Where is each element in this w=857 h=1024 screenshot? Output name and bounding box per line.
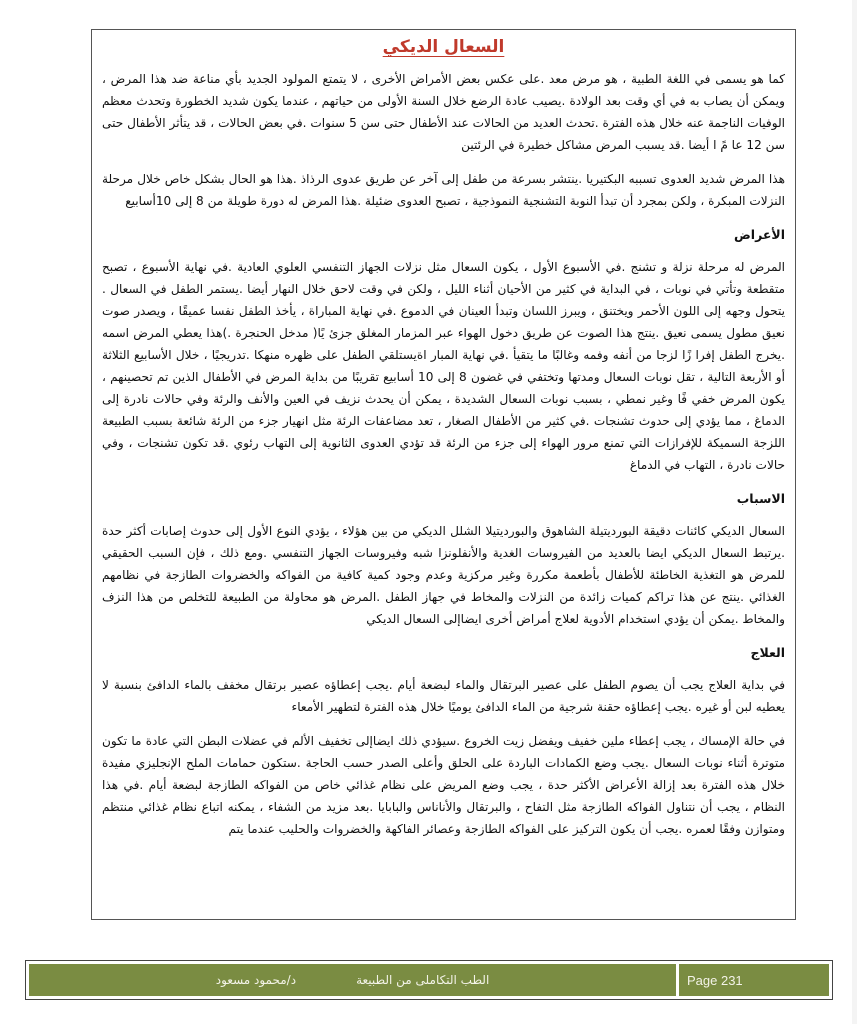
footer-author: د/محمود مسعود	[215, 973, 297, 987]
symptoms-paragraph: المرض له مرحلة نزلة و تشنج .في الأسبوع الأول ، يكون السعال مثل نزلات الجهاز التنفسي العلوي العادية .في نهاية الأسبوع ، تصبح متقطعة وتأتي في نوبات ، في البداية في كثير من الأحيان أثناء الليل ، ولكن في وقت لاحق خلال النهار أيضا .يستمر الطفل في السعال . يتحول وجهه إلى اللون الأحمر ويختنق ، ويبرز اللسان وتبدأ العينان في الدموع .في نهاية المباراة ، يأخذ الطفل نفسا عميقًا ، ويصدر صوت نعيق مطول يسمى نعيق .ينتج هذا الصوت عن طريق دخول الهواء عبر المزمار المغلق جزئ يًا( مدخل الحنجرة .)هذا يعطي المرض اسمه .يخرج الطفل إفرا زًا لزجا من أنفه وفمه وغالبًا ما يتقيأ .في نهاية المبار اةيستلقي الطفل على ظهره منهكا .تدريجيًا ، خلال الأسابيع الثلاثة أو الأربعة التالية ، تقل نوبات السعال ومدتها وتختفي في غضون 8 إلى 10 أسابيع تقريبًا من بداية المرض في الأطفال الذين تم تحصينهم ، يكون المرض خفي فًا وغير نمطي ، بسبب نوبات السعال الشديدة ، يمكن أن يحدث نزيف في العين والأنف والرئة وفي حالات نادرة إلى الدماغ ، مما يؤدي إلى حدوث تشنجات .في كثير من الأطفال الصغار ، تعد مضاعفات الرئة مثل انهيار جزء من الرئة شائعة بسبب الطبيعة اللزجة السميكة للإفرازات التي تمنع مرور الهواء إلى جزء من الرئة قد تؤدي العدوى الثانوية إلى التهاب رئوي .قد تكون تشنجات ، وفي حالات نادرة ، التهاب في الدماغ	[102, 260, 785, 472]
causes-paragraph: السعال الديكي كائنات دقيقة البورديتيلة الشاهوق والبورديتيلا الشلل الديكي من بين هؤلاء ، يؤدي النوع الأول إلى حدوث إصابات أكثر حدة .يرتبط السعال الديكي ايضا بالعديد من الفيروسات الغدية والأنفلونزا شبه وفيروسات الجهاز التنفسي .ومع ذلك ، فإن السبب الحقيقي للمرض هو التغذية الخاطئة للأطفال بأطعمة مكررة وغير مركزية وعدم وجود كمية كافية من الفواكه والخضروات الطازجة في نظامهم الغذائي .ينتج عن هذا تراكم كميات زائدة من النزلات والمخاط في جهاز الطفل .المرض هو محاولة من الطبيعة للتخلص من هذا النزف والمخاط .يمكن أن يؤدي استخدام الأدوية لعلاج أمراض أخرى ايضاإلى السعال الديكي	[102, 524, 785, 626]
page-footer	[25, 960, 833, 1000]
intro-paragraph: هذا المرض شديد العدوى تسببه البكتيريا .ينتشر بسرعة من طفل إلى آخر عن طريق عدوى الرذاذ .هذا هو الحال بشكل خاص خلال مرحلة النزلات المبكرة ، ولكن بمجرد أن تبدأ النوبة التشنجية النموذجية ، تصبح العدوى ضئيلة .هذا المرض له دورة طويلة من 8 إلى 10أسابيع	[102, 172, 785, 208]
section-heading-symptoms: الأعراض	[733, 227, 785, 242]
page-title: السعال الديكي	[382, 37, 505, 57]
section-heading-causes: الاسباب	[736, 491, 785, 506]
page-number: Page 231	[679, 964, 829, 996]
section-heading-treatment: العلاج	[750, 645, 785, 660]
treatment-paragraph: في حالة الإمساك ، يجب إعطاء ملين خفيف ويفضل زيت الخروع .سيؤدي ذلك ايضاإلى تخفيف الألم في عضلات البطن التي عادة ما تكون متوترة أثناء نوبات السعال .يجب وضع الكمادات الباردة على الحلق وأعلى الصدر حسب الحاجة .ستكون حمامات الملح الإنجليزي مفيدة خلال هذه الفترة بعد إزالة الأعراض الأكثر حدة ، يجب وضع المريض على نظام غذائي خاص من الفواكه الطازجة لبضعة أيام .في هذا النظام ، يجب أن نتناول الفواكه الطازجة مثل التفاح ، والبرتقال والأناناس والبابايا .بعد مزيد من الشفاء ، يمكنه اتباع نظام غذائي منتظم ومتوازن وفقًا لعمره .يجب أن يكون التركيز على الفواكه الطازجة وعصائر الفاكهة والخضروات والحليب عندما يتم	[102, 734, 785, 836]
footer-book-title: الطب التكاملى من الطبيعة	[356, 973, 490, 987]
treatment-paragraph: في بداية العلاج يجب أن يصوم الطفل على عصير البرتقال والماء لبضعة أيام .يجب إعطاؤه عصير برتقال مخفف بالماء الدافئ بنسبة لا يعطيه لبن أو غيره .يجب إعطاؤه حقنة شرجية من الماء الدافئ يوميًا خلال هذه الفترة لتطهير الأمعاء	[102, 678, 785, 714]
page-edge	[852, 0, 857, 1024]
footer-band	[29, 964, 676, 996]
intro-paragraph: كما هو يسمى في اللغة الطبية ، هو مرض معد .على عكس بعض الأمراض الأخرى ، لا يتمتع المولود الجديد بأي مناعة ضد هذا المرض ، ويمكن أن يصاب به في أي وقت بعد الولادة .يصيب عادة الرضع خلال السنة الأولى من حياتهم ، عندما يكون شديد الخطورة وتحدث معظم الوفيات الناجمة عنه خلال هذه الفترة .تحدث العديد من الحالات عند الأطفال حتى سن 5 سنوات .في بعض الحالات ، قد يتأثر الأطفال حتى سن 12 عا مً ا أيضا .قد يسبب المرض مشاكل خطيرة في الرئتين	[102, 72, 785, 152]
content-frame	[91, 29, 796, 920]
